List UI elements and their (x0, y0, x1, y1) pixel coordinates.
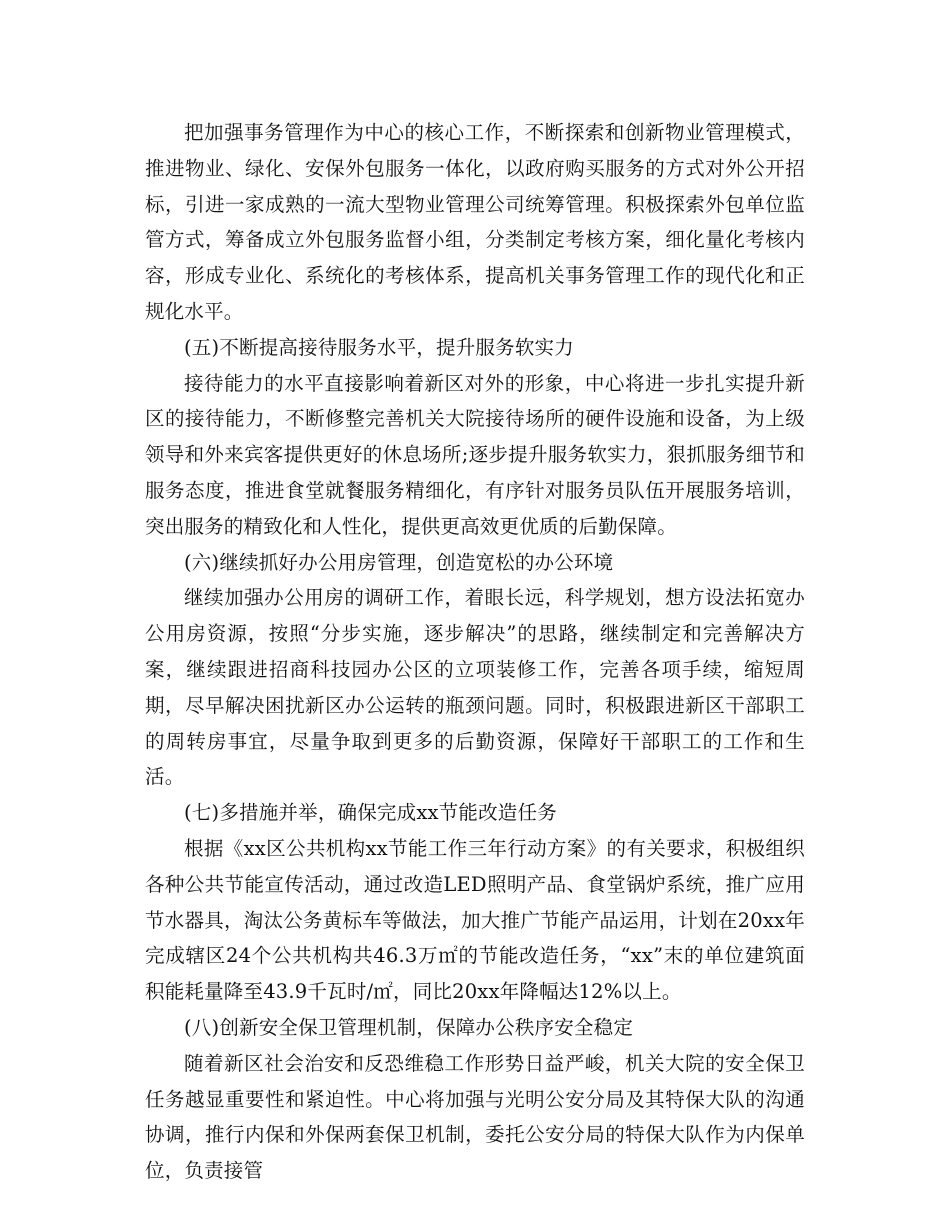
section-heading-6: (六)继续抓好办公用房管理，创造宽松的办公环境 (184, 550, 614, 574)
section-heading-8: (八)创新安全保卫管理机制，保障办公秩序安全稳定 (184, 1015, 634, 1039)
paragraph-security: 随着新区社会治安和反恐维稳工作形势日益严峻，机关大院的安全保卫任务越显重要性和紧迫性。中心将加强与光明公安分局及其特保大队的沟通协调，推行内保和外保两套保卫机制，委托公安分局的特保大队作为内保单位，负责接管 (145, 1051, 805, 1183)
paragraph-reception-service: 接待能力的水平直接影响着新区对外的形象，中心将进一步扎实提升新区的接待能力，不断修整完善机关大院接待场所的硬件设施和设备，为上级领导和外来宾客提供更好的休息场所;逐步提升服务软实力，狠抓服务细节和服务态度，推进食堂就餐服务精细化，有序针对服务员队伍开展服务培训，突出服务的精致化和人性化，提供更高效更优质的后勤保障。 (145, 371, 805, 538)
paragraph-energy-saving: 根据《xx区公共机构xx节能工作三年行动方案》的有关要求，积极组织各种公共节能宣传活动，通过改造LED照明产品、食堂锅炉系统，推广应用节水器具，淘汰公务黄标车等做法，加大推广节能产品运用，计划在20xx年完成辖区24个公共机构共46.3万㎡的节能改造任务，“xx”末的单位建筑面积能耗量降至43.9千瓦时/㎡，同比20xx年降幅达12%以上。 (145, 836, 805, 1004)
paragraph-office-housing: 继续加强办公用房的调研工作，着眼长远，科学规划，想方设法拓宽办公用房资源，按照“分步实施，逐步解决”的思路，继续制定和完善解决方案，继续跟进招商科技园办公区的立项装修工作，完善各项手续，缩短周期，尽早解决困扰新区办公运转的瓶颈问题。同时，积极跟进新区干部职工的周转房事宜，尽量争取到更多的后勤资源，保障好干部职工的工作和生活。 (145, 586, 805, 789)
document-body (145, 115, 805, 1189)
section-heading-7: (七)多措施并举，确保完成xx节能改造任务 (184, 801, 557, 825)
paragraph-affairs-management: 把加强事务管理作为中心的核心工作，不断探索和创新物业管理模式，推进物业、绿化、安保外包服务一体化，以政府购买服务的方式对外公开招标，引进一家成熟的一流大型物业管理公司统筹管理。积极探索外包单位监管方式，筹备成立外包服务监督小组，分类制定考核方案，细化量化考核内容，形成专业化、系统化的考核体系，提高机关事务管理工作的现代化和正规化水平。 (145, 121, 805, 323)
section-heading-5: (五)不断提高接待服务水平，提升服务软实力 (184, 335, 574, 359)
